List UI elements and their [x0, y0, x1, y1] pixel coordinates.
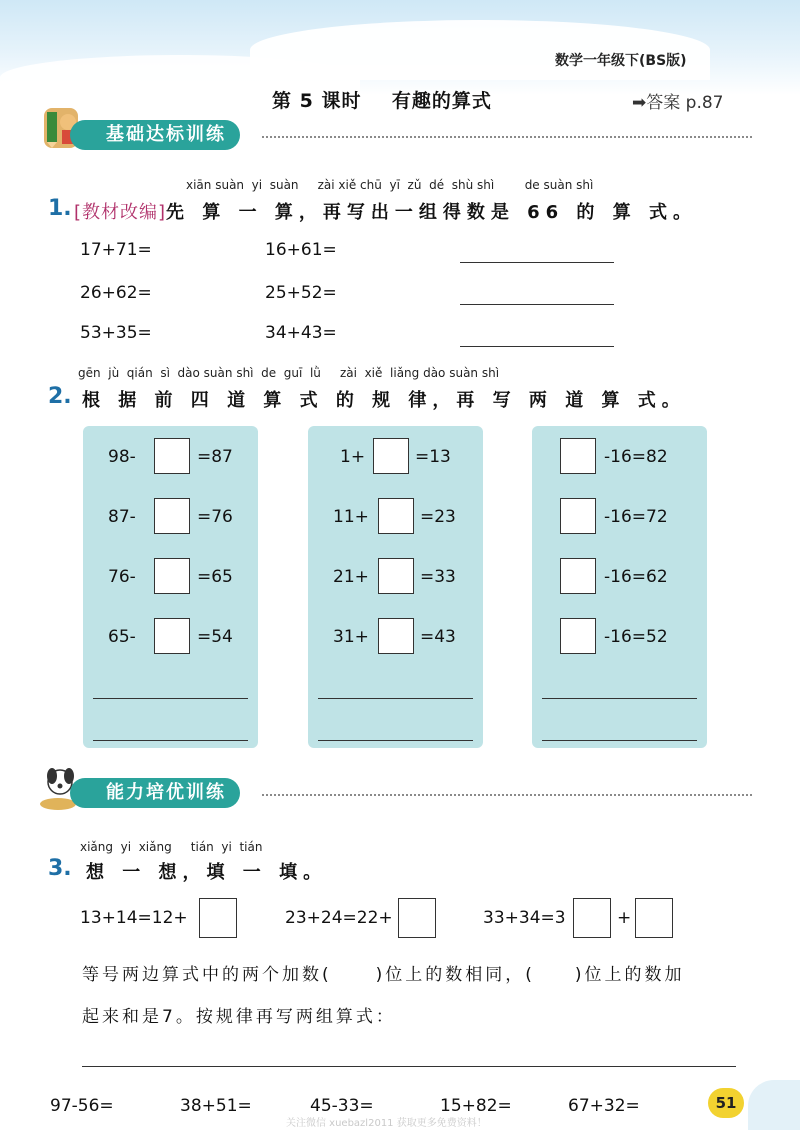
plus-sign: + — [617, 908, 632, 928]
panel1-right: =65 — [197, 567, 233, 587]
q3-pinyin: xiǎng yi xiǎng tián yi tián — [80, 840, 263, 854]
corner-decoration — [748, 1080, 800, 1130]
q1-tag: [教材改编] — [74, 202, 167, 223]
section-divider — [262, 794, 752, 796]
answer-box[interactable] — [560, 498, 596, 534]
section-banner-basic: 基础达标训练 — [70, 120, 240, 150]
answer-box[interactable] — [378, 618, 414, 654]
answer-box[interactable] — [154, 438, 190, 474]
answer-line[interactable] — [82, 1066, 736, 1067]
answer-line[interactable] — [93, 698, 248, 699]
q2-number: 2. — [48, 384, 72, 409]
q3-instruction-line1 — [82, 960, 685, 985]
answer-box[interactable] — [560, 558, 596, 594]
panel2-left: 11+ — [333, 507, 369, 527]
panel2-right: =23 — [420, 507, 456, 527]
answer-box[interactable] — [560, 438, 596, 474]
answer-line[interactable] — [460, 346, 614, 347]
panel3-right: -16=72 — [604, 507, 668, 527]
panel1-right: =54 — [197, 627, 233, 647]
answer-line[interactable] — [318, 740, 473, 741]
panel2-left: 31+ — [333, 627, 369, 647]
q1-pinyin: xiān suàn yi suàn zài xiě chū yī zǔ dé shù shì de suàn shì — [186, 178, 594, 192]
q3-equation: 23+24=22+ — [285, 908, 393, 928]
answer-box[interactable] — [378, 558, 414, 594]
q1-question — [74, 198, 697, 224]
footer-expression: 38+51= — [180, 1096, 252, 1116]
q2-text: 根 据 前 四 道 算 式 的 规 律，再 写 两 道 算 式。 — [82, 390, 686, 411]
answer-box[interactable] — [154, 498, 190, 534]
panel3-right: -16=82 — [604, 447, 668, 467]
section-banner-advanced: 能力培优训练 — [70, 778, 240, 808]
answer-box[interactable] — [373, 438, 409, 474]
answer-line[interactable] — [318, 698, 473, 699]
q3-equation: 13+14=12+ — [80, 908, 188, 928]
pattern-panel-3 — [532, 426, 707, 748]
panel1-right: =76 — [197, 507, 233, 527]
footer-expression: 97-56= — [50, 1096, 114, 1116]
answer-box[interactable] — [573, 898, 611, 938]
panel2-right: =43 — [420, 627, 456, 647]
footer-expression: 45-33= — [310, 1096, 374, 1116]
answer-box[interactable] — [199, 898, 237, 938]
panel1-left: 98- — [108, 447, 136, 467]
panel2-right: =33 — [420, 567, 456, 587]
watermark: 关注微信 xuebazl2011 获取更多免费资料！ — [286, 1118, 487, 1129]
lesson-title: 第 5 课时 有趣的算式 — [272, 90, 492, 112]
panel1-left: 65- — [108, 627, 136, 647]
dog-icon — [38, 766, 72, 806]
q3-instruction-line2: 起来和是7。按规律再写两组算式： — [82, 1007, 396, 1027]
answer-box[interactable] — [398, 898, 436, 938]
q2-pinyin: gēn jù qián sì dào suàn shì de guī lǜ zài xiě liǎng dào suàn shì — [78, 366, 500, 380]
q1-expression: 53+35= — [80, 323, 152, 343]
panel3-right: -16=52 — [604, 627, 668, 647]
answer-box[interactable] — [560, 618, 596, 654]
answer-line[interactable] — [460, 304, 614, 305]
q3-line1-part-c: )位上的数加 — [574, 965, 685, 985]
footer-expression: 15+82= — [440, 1096, 512, 1116]
panel1-left: 76- — [108, 567, 136, 587]
section-divider — [262, 136, 752, 138]
answer-box[interactable] — [378, 498, 414, 534]
panel1-right: =87 — [197, 447, 233, 467]
answer-reference: ➡答案 p.87 — [632, 93, 724, 113]
q3-line1-part-a: 等号两边算式中的两个加数( — [82, 965, 332, 985]
q1-expression: 25+52= — [265, 283, 337, 303]
q3-line1-part-b: )位上的数相同，( — [375, 965, 535, 985]
q1-number: 1. — [48, 196, 72, 221]
q3-equation: 33+34=3 — [483, 908, 566, 928]
footer-expression: 67+32= — [568, 1096, 640, 1116]
book-title: 数学一年级下(BS版) — [555, 53, 687, 69]
q1-expression: 16+61= — [265, 240, 337, 260]
q1-expression: 17+71= — [80, 240, 152, 260]
q3-number: 3. — [48, 856, 72, 881]
answer-line[interactable] — [542, 698, 697, 699]
panel3-right: -16=62 — [604, 567, 668, 587]
page-number: 51 — [708, 1088, 744, 1118]
q1-text: 先 算 一 算，再写出一组得数是 66 的 算 式。 — [166, 202, 697, 223]
panel2-right: =13 — [415, 447, 451, 467]
q1-expression: 26+62= — [80, 283, 152, 303]
panel2-left: 1+ — [340, 447, 366, 467]
answer-box[interactable] — [154, 558, 190, 594]
answer-line[interactable] — [93, 740, 248, 741]
panel1-left: 87- — [108, 507, 136, 527]
q1-expression: 34+43= — [265, 323, 337, 343]
panel2-left: 21+ — [333, 567, 369, 587]
answer-box[interactable] — [154, 618, 190, 654]
answer-line[interactable] — [542, 740, 697, 741]
answer-line[interactable] — [460, 262, 614, 263]
q3-text: 想 一 想，填 一 填。 — [86, 862, 328, 883]
answer-box[interactable] — [635, 898, 673, 938]
